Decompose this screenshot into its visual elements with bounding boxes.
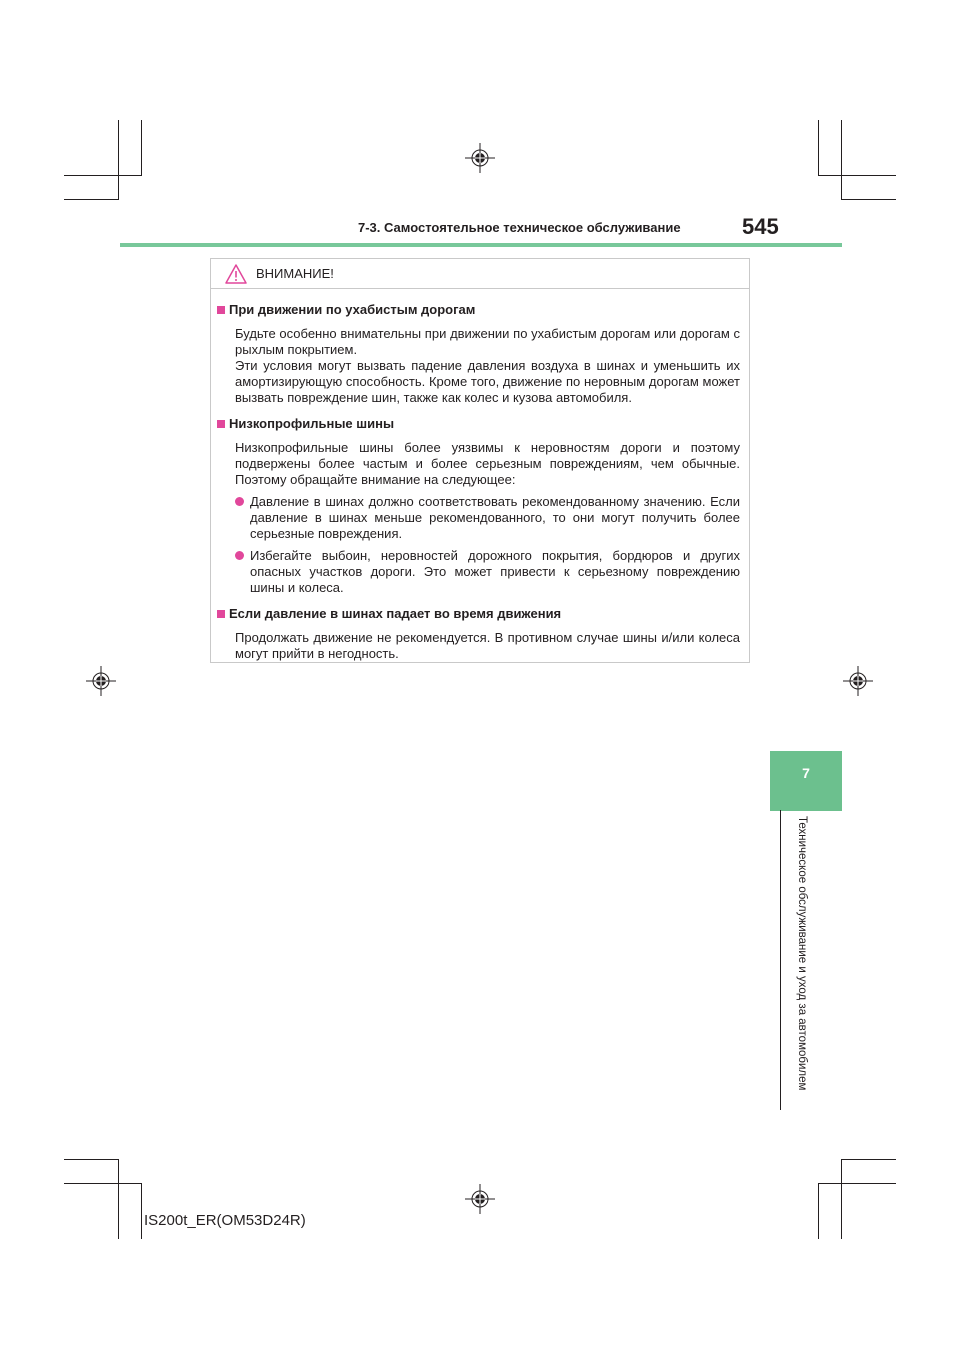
list-item-text: Давление в шинах должно соответствовать рекомендованному значению. Если давление в шинах меньше рекомендованного, то они могут получить более серьезные повреждения. <box>250 494 740 541</box>
warning-box <box>210 258 750 663</box>
square-bullet-icon <box>217 610 225 618</box>
warning-title: ВНИМАНИЕ! <box>256 266 334 281</box>
crop-mark <box>118 120 119 200</box>
warning-header <box>211 259 749 289</box>
crop-mark <box>141 120 142 176</box>
paragraph: Низкопрофильные шины более уязвимы к неровностям дороги и поэтому подвержены более частым и более серьезным повреждениям, чем обычные. Поэтому обращайте внимание на следующее: <box>235 440 740 487</box>
warning-body <box>211 289 749 662</box>
crop-mark <box>141 1183 142 1239</box>
page-number: 545 <box>742 214 779 239</box>
round-bullet-icon <box>235 497 244 506</box>
registration-mark-icon <box>465 1184 495 1214</box>
crop-mark <box>118 1159 119 1239</box>
section-heading-text: Если давление в шинах падает во время движения <box>229 606 562 621</box>
section-heading-text: Низкопрофильные шины <box>229 416 395 431</box>
list-item-text: Избегайте выбоин, неровностей дорожного покрытия, бордюров и других опасных участков дороги. Это может привести к серьезному повреждению шины и колеса. <box>250 548 740 595</box>
registration-mark-icon <box>843 666 873 696</box>
header-rule <box>120 243 842 247</box>
list-item <box>235 494 740 542</box>
crop-mark <box>818 1183 896 1184</box>
square-bullet-icon <box>217 420 225 428</box>
section-heading <box>217 606 740 621</box>
crop-mark <box>818 1183 819 1239</box>
document-code: IS200t_ER(OM53D24R) <box>144 1212 306 1229</box>
crop-mark <box>841 1159 896 1160</box>
crop-mark <box>818 120 819 176</box>
crop-mark <box>841 120 842 200</box>
section-header-title: 7-3. Самостоятельное техническое обслуживание <box>358 220 681 235</box>
section-heading <box>217 416 740 431</box>
section-heading <box>217 302 740 317</box>
warning-triangle-icon <box>225 264 247 284</box>
crop-mark <box>64 1159 119 1160</box>
chapter-divider <box>780 810 781 1110</box>
registration-mark-icon <box>86 666 116 696</box>
list-item <box>235 548 740 596</box>
chapter-number: 7 <box>802 765 810 781</box>
section-heading-text: При движении по ухабистым дорогам <box>229 302 476 317</box>
registration-mark-icon <box>465 143 495 173</box>
crop-mark <box>64 199 119 200</box>
chapter-title: Техническое обслуживание и уход за автомобилем <box>796 816 808 1091</box>
crop-mark <box>841 1159 842 1239</box>
crop-mark <box>64 1183 142 1184</box>
crop-mark <box>841 199 896 200</box>
crop-mark <box>818 175 896 176</box>
square-bullet-icon <box>217 306 225 314</box>
round-bullet-icon <box>235 551 244 560</box>
paragraph: Эти условия могут вызвать падение давления воздуха в шинах и уменьшить их амортизирующую способность. Кроме того, движение по неровным дорогам может вызвать повреждение шин, также как колес и кузова автомобиля. <box>235 358 740 405</box>
paragraph: Будьте особенно внимательны при движении по ухабистым дорогам или дорогам с рыхлым покрытием. <box>235 326 740 357</box>
crop-mark <box>64 175 142 176</box>
chapter-tab <box>770 751 842 811</box>
paragraph: Продолжать движение не рекомендуется. В противном случае шины и/или колеса могут прийти в негодность. <box>235 630 740 661</box>
